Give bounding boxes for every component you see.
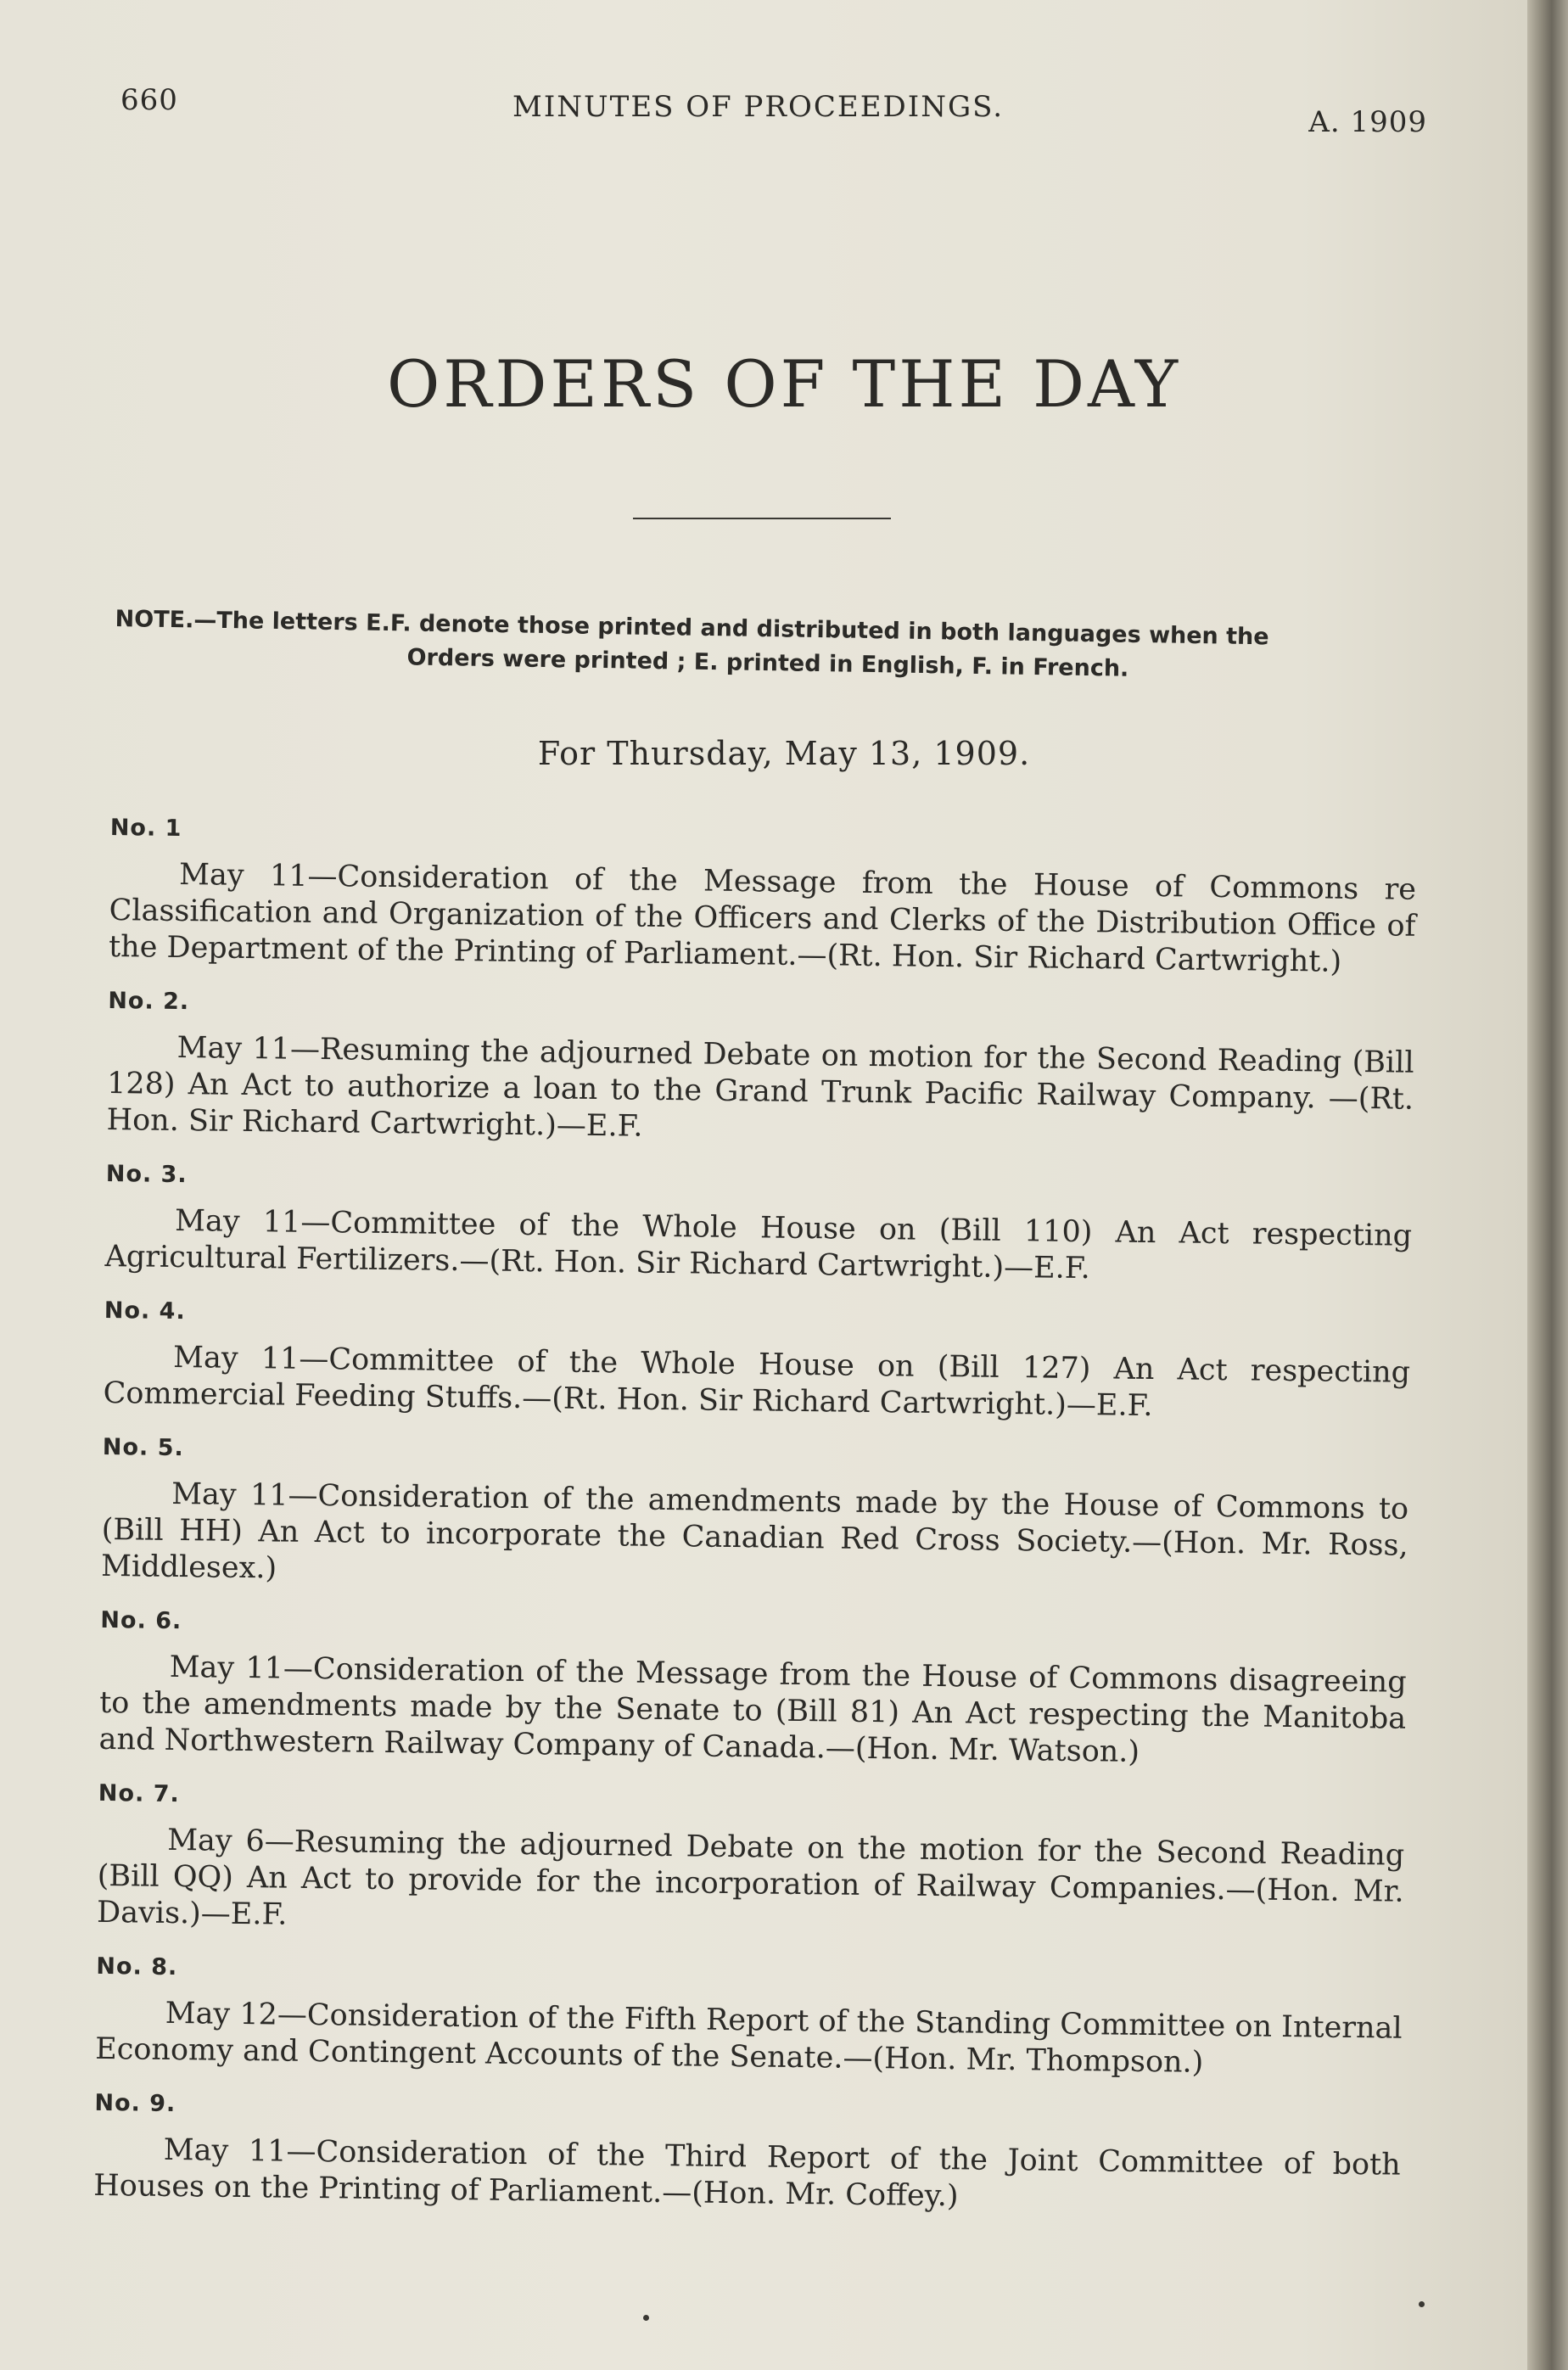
orders-list [93, 815, 1417, 2243]
order-number: No. 2. [108, 987, 190, 1016]
page-number: 660 [120, 83, 178, 117]
order-item [98, 1607, 1407, 1774]
order-item [103, 1297, 1411, 1428]
order-text: May 11—Consideration of the amendments made by the House of Commons to (Bill HH) An Act to incorporate the Canadian Red Cross Society.—(Hon. Mr. Ross, Middlesex.) [100, 1476, 1409, 1586]
order-item [106, 988, 1414, 1155]
order-number: No. 4. [104, 1297, 186, 1325]
order-item [104, 1161, 1413, 1291]
note-line-1: NOTE.—The letters E.F. denote those printed and distributed in both languages when the [115, 605, 1269, 651]
order-text: May 11—Resuming the adjourned Debate on motion for the Second Reading (Bill 128) An Act to authorize a loan to the Grand Trunk Pacific Railway Company. —(Rt. Hon. Sir Richard Cartwright.)—E.F. [106, 1030, 1414, 1144]
order-number: No. 6. [100, 1606, 182, 1635]
book-spine-shadow [1527, 0, 1568, 2370]
print-speck [1419, 2301, 1425, 2307]
order-number: No. 9. [94, 2089, 176, 2118]
order-text: May 6—Resuming the adjourned Debate on the motion for the Second Reading (Bill QQ) An Act to provide for the incorporation of Railway Companies.—(Hon. Mr. Davis.)—E.F. [96, 1823, 1405, 1932]
order-text: May 11—Consideration of the Message from the House of Commons re Classification and Organization of the Officers and Clerks of the Distribution Office of the Department of the Printing of Parliament.—(Rt. Hon. Sir Richard Cartwright.) [108, 857, 1417, 979]
sitting-date: For Thursday, May 13, 1909. [537, 735, 1031, 772]
title-divider [633, 518, 891, 519]
editorial-note [115, 602, 1422, 691]
session-year: A. 1909 [1308, 105, 1427, 139]
order-text: May 11—Consideration of the Message from the House of Commons disagreeing to the amendments made by the Senate to (Bill 81) An Act respecting the Manitoba and Northwestern Railway Company of Canada.—(Hon. Mr. Watson.) [98, 1650, 1407, 1769]
order-text: May 12—Consideration of the Fifth Report of the Standing Committee on Internal Economy and Contingent Accounts of the Senate.—(Hon. Mr. Thompson.) [94, 1996, 1403, 2080]
order-item [97, 1780, 1405, 1947]
running-title: MINUTES OF PROCEEDINGS. [512, 90, 1005, 124]
order-item [95, 1953, 1403, 2084]
order-item [109, 815, 1417, 982]
order-text: May 11—Committee of the Whole House on (Bill 110) An Act respecting Agricultural Fertilizers.—(Rt. Hon. Sir Richard Cartwright.)—E.F. [104, 1203, 1413, 1286]
note-line-2: Orders were printed ; E. printed in English, F. in French. [406, 644, 1129, 682]
order-number: No. 3. [105, 1160, 188, 1189]
print-speck [643, 2315, 649, 2321]
order-number: No. 5. [102, 1433, 184, 1462]
page-title: ORDERS OF THE DAY [386, 346, 1182, 422]
order-number: No. 7. [98, 1779, 180, 1808]
running-header [120, 83, 1427, 139]
order-item [101, 1434, 1409, 1601]
order-text: May 11—Committee of the Whole House on (Bill 127) An Act respecting Commercial Feeding Stuffs.—(Rt. Hon. Sir Richard Cartwright.)—E.F. [103, 1340, 1411, 1424]
order-number: No. 1 [109, 815, 182, 843]
order-text: May 11—Consideration of the Third Report of the Joint Committee of both Houses on the Printing of Parliament.—(Hon. Mr. Coffey.) [93, 2132, 1401, 2214]
order-item [93, 2090, 1402, 2221]
order-number: No. 8. [96, 1953, 178, 1981]
